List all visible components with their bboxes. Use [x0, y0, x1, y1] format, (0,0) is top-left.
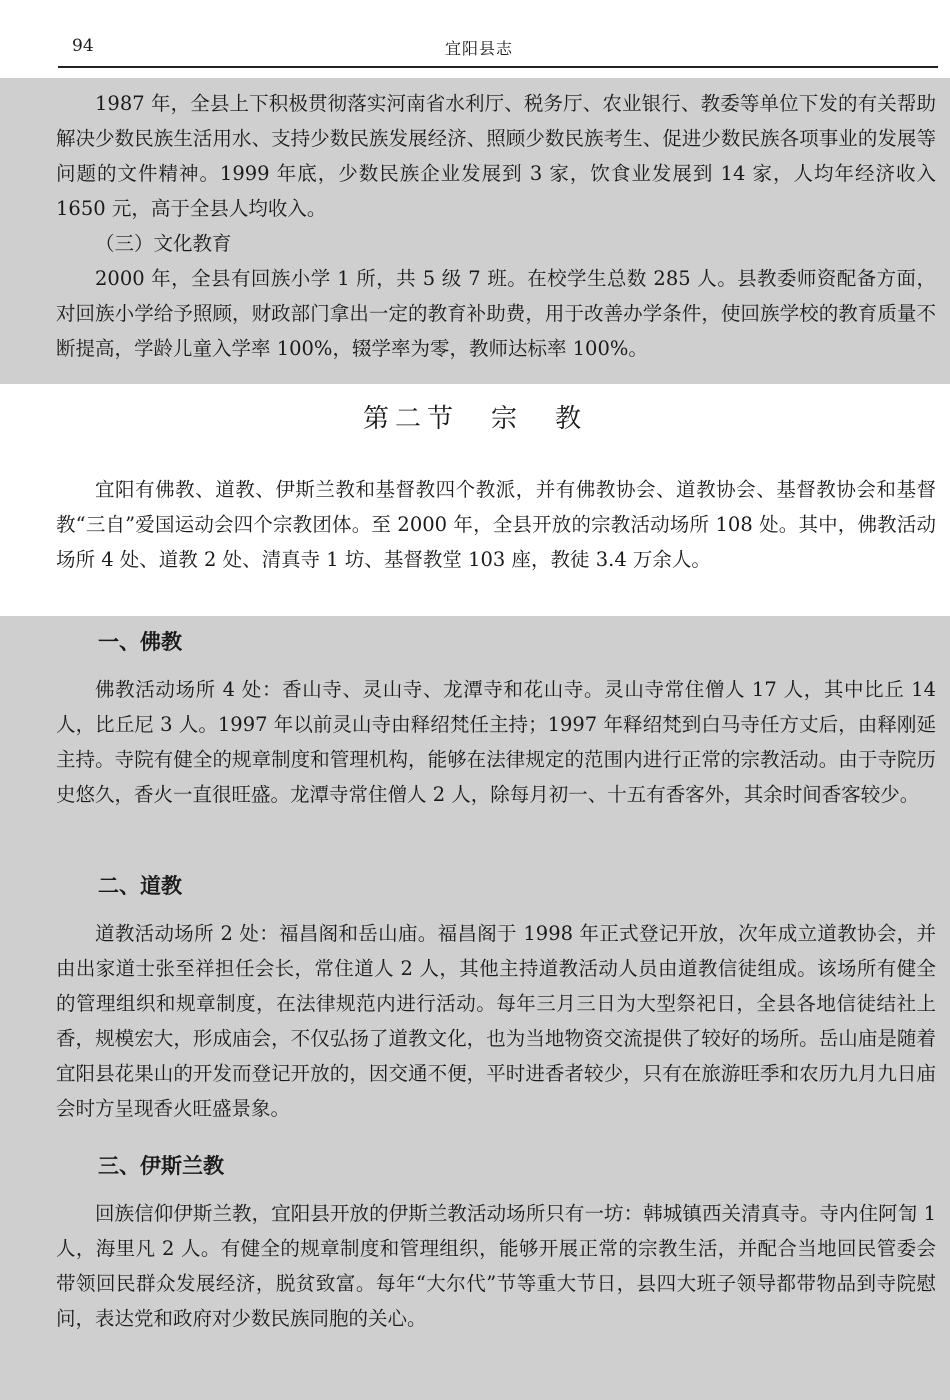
islam-block [56, 1148, 936, 1336]
section-intro-block [56, 472, 936, 577]
taoism-heading: 二、道教 [98, 874, 182, 898]
islam-heading: 三、伊斯兰教 [98, 1154, 224, 1178]
culture-paragraph: 2000 年，全县有回族小学 1 所，共 5 级 7 班。在校学生总数 285 人。县教委师资配备方面，对回族小学给予照顾，财政部门拿出一定的教育补助费，用于改善办学条件，使回族学校的教育质量不断提高，学龄儿童入学率 100%，辍学率为零，教师达标率 100%。 [56, 267, 936, 360]
buddhism-block [56, 624, 936, 812]
buddhism-body: 佛教活动场所 4 处：香山寺、灵山寺、龙潭寺和花山寺。灵山寺常住僧人 17 人，其中比丘 14 人，比丘尼 3 人。1997 年以前灵山寺由释绍梵任主持；1997 年释绍梵到白马寺任方丈后，由释刚延主持。寺院有健全的规章制度和管理机构，能够在法律规定的范围内进行正常的宗教活动。由于寺院历史悠久，香火一直很旺盛。龙潭寺常住僧人 2 人，除每月初一、十五有香客外，其余时间香客较少。 [56, 678, 936, 806]
taoism-block [56, 868, 936, 1126]
running-title: 宜阳县志 [445, 39, 514, 58]
section-title: 第二节 宗 教 [362, 404, 587, 434]
section-intro: 宜阳有佛教、道教、伊斯兰教和基督教四个教派，并有佛教协会、道教协会、基督教协会和基督教“三自”爱国运动会四个宗教团体。至 2000 年，全县开放的宗教活动场所 108 处。其中，佛教活动场所 4 处、道教 2 处、清真寺 1 坊、基督教堂 103 座，教徒 3.4 万余人。 [56, 478, 936, 571]
minority-section [56, 86, 936, 366]
taoism-body: 道教活动场所 2 处：福昌阁和岳山庙。福昌阁于 1998 年正式登记开放，次年成立道教协会，并由出家道士张至祥担任会长，常住道人 2 人，其他主持道教活动人员由道教信徒组成。该场所有健全的管理组织和规章制度，在法律规范内进行活动。每年三月三日为大型祭祀日，全县各地信徒结社上香，规模宏大，形成庙会，不仅弘扬了道教文化，也为当地物资交流提供了较好的场所。岳山庙是随着宜阳县花果山的开发而登记开放的，因交通不便，平时进香者较少，只有在旅游旺季和农历九月九日庙会时方呈现香火旺盛景象。 [56, 922, 936, 1120]
buddhism-heading: 一、佛教 [98, 630, 182, 654]
header-rule [58, 66, 938, 68]
page-header [0, 0, 950, 76]
islam-body: 回族信仰伊斯兰教，宜阳县开放的伊斯兰教活动场所只有一坊：韩城镇西关清真寺。寺内住阿訇 1 人，海里凡 2 人。有健全的规章制度和管理组织，能够开展正常的宗教生活，并配合当地回民管委会带领回民群众发展经济，脱贫致富。每年“大尔代”节等重大节日，县四大班子领导都带物品到寺院慰问，表达党和政府对少数民族同胞的关心。 [56, 1202, 936, 1330]
culture-heading: （三）文化教育 [95, 232, 232, 255]
page-number: 94 [72, 36, 94, 56]
paragraph-1987: 1987 年，全县上下积极贯彻落实河南省水利厅、税务厅、农业银行、教委等单位下发的有关帮助解决少数民族生活用水、支持少数民族发展经济、照顾少数民族考生、促进少数民族各项事业的发展等问题的文件精神。1999 年底，少数民族企业发展到 3 家，饮食业发展到 14 家，人均年经济收入 1650 元，高于全县人均收入。 [56, 92, 936, 220]
